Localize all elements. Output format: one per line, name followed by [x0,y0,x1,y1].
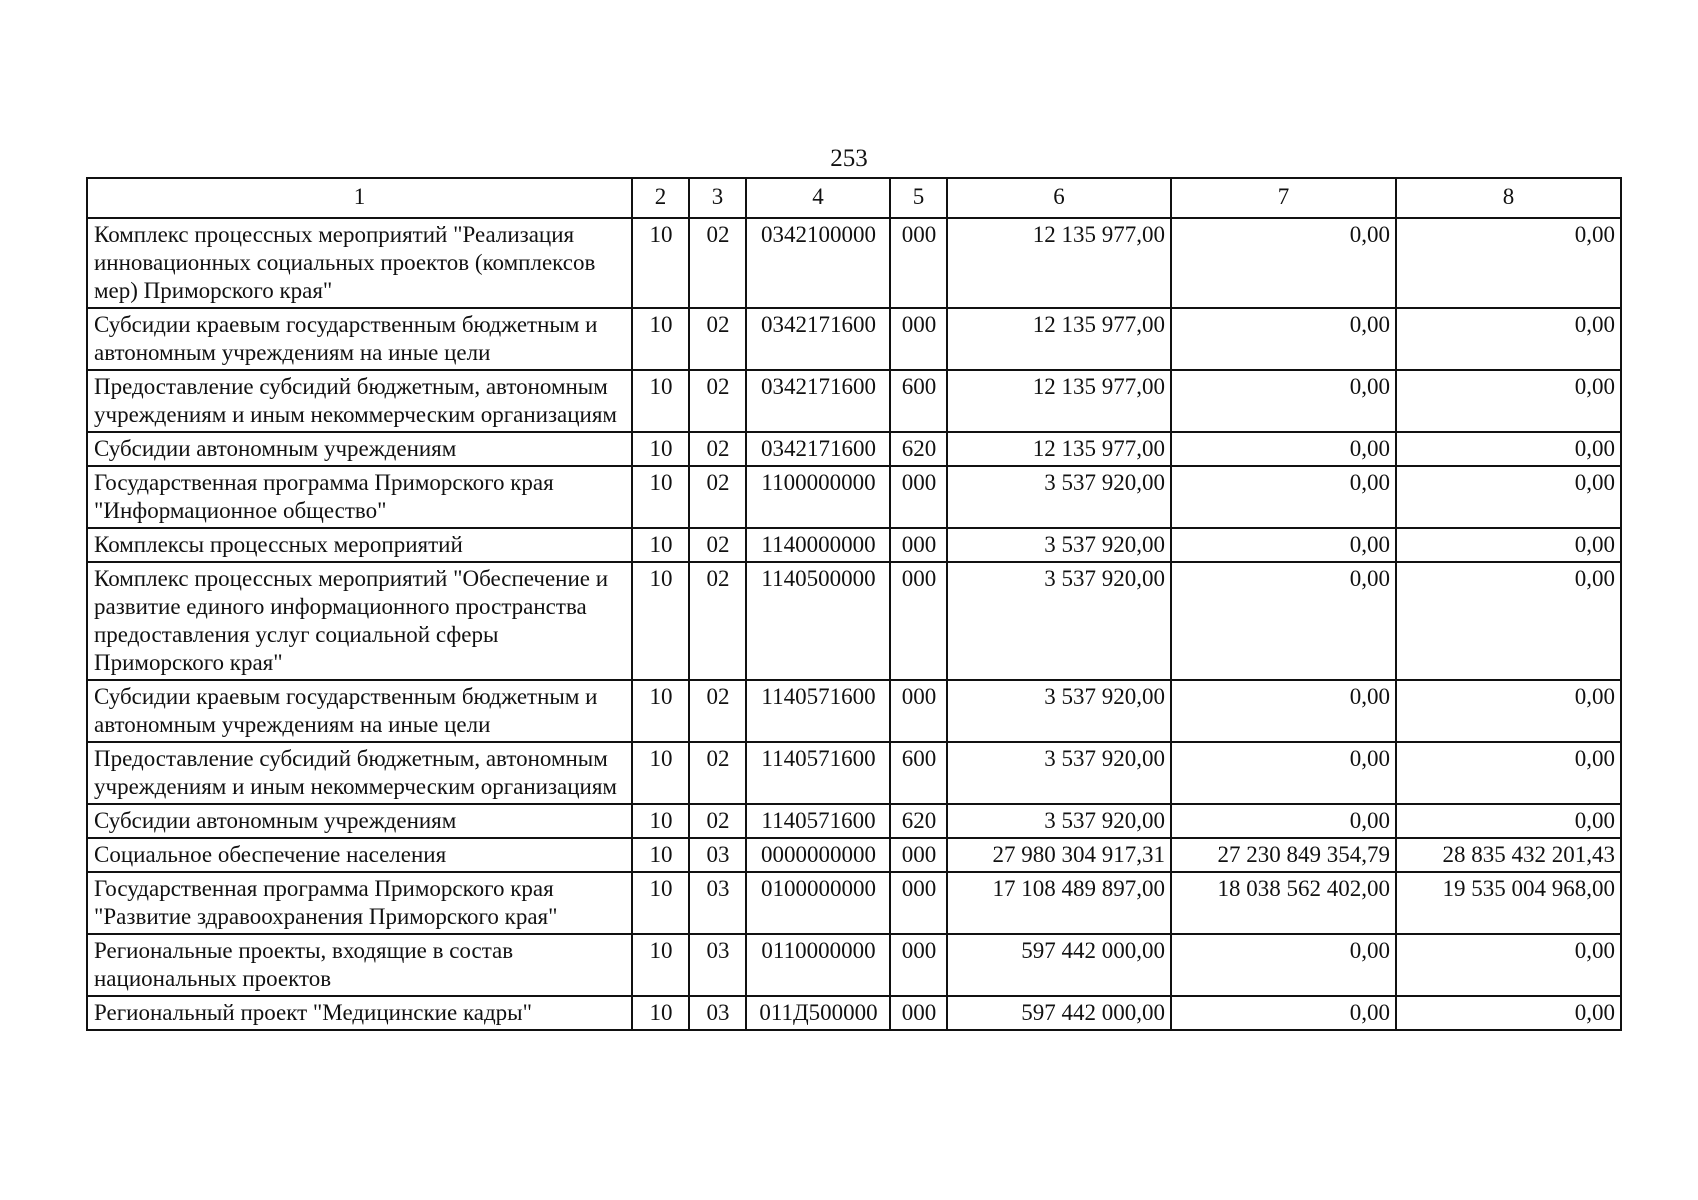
section-code: 10 [632,562,689,680]
section-code: 10 [632,996,689,1030]
row-name: Субсидии краевым государственным бюджетным и автономным учреждениям на иные цели [87,680,632,742]
table-row [87,370,1621,432]
subsection-code: 02 [689,308,746,370]
amount-col-8: 0,00 [1396,218,1621,308]
table-row [87,308,1621,370]
section-code: 10 [632,804,689,838]
amount-col-7: 0,00 [1171,370,1396,432]
expense-type-code: 620 [890,432,947,466]
subsection-code: 03 [689,872,746,934]
section-code: 10 [632,370,689,432]
row-name: Субсидии автономным учреждениям [87,804,632,838]
section-code: 10 [632,872,689,934]
amount-col-8: 28 835 432 201,43 [1396,838,1621,872]
table-row [87,528,1621,562]
table-row [87,432,1621,466]
target-article-code: 0342171600 [746,308,890,370]
row-name: Предоставление субсидий бюджетным, автономным учреждениям и иным некоммерческим организациям [87,742,632,804]
row-name: Комплекс процессных мероприятий "Реализация инновационных социальных проектов (комплексов мер) Приморского края" [87,218,632,308]
header-col-4: 4 [746,178,890,218]
section-code: 10 [632,466,689,528]
amount-col-7: 0,00 [1171,742,1396,804]
target-article-code: 011Д500000 [746,996,890,1030]
expense-type-code: 000 [890,562,947,680]
row-name: Субсидии автономным учреждениям [87,432,632,466]
header-col-2: 2 [632,178,689,218]
expense-type-code: 600 [890,742,947,804]
header-row [87,178,1621,218]
row-name: Государственная программа Приморского края "Развитие здравоохранения Приморского края" [87,872,632,934]
budget-table [86,177,1622,1031]
row-name: Предоставление субсидий бюджетным, автономным учреждениям и иным некоммерческим организациям [87,370,632,432]
target-article-code: 0000000000 [746,838,890,872]
row-name: Региональный проект "Медицинские кадры" [87,996,632,1030]
table-row [87,996,1621,1030]
table-row [87,872,1621,934]
section-code: 10 [632,742,689,804]
subsection-code: 03 [689,996,746,1030]
header-col-3: 3 [689,178,746,218]
row-name: Комплексы процессных мероприятий [87,528,632,562]
expense-type-code: 000 [890,872,947,934]
amount-col-7: 0,00 [1171,528,1396,562]
amount-col-7: 27 230 849 354,79 [1171,838,1396,872]
row-name: Комплекс процессных мероприятий "Обеспечение и развитие единого информационного пространства предоставления услуг социальной сферы Приморского края" [87,562,632,680]
target-article-code: 1140500000 [746,562,890,680]
table-row [87,804,1621,838]
amount-col-8: 0,00 [1396,742,1621,804]
table-body [87,218,1621,1030]
amount-col-6: 12 135 977,00 [947,432,1171,466]
expense-type-code: 000 [890,838,947,872]
table-row [87,466,1621,528]
subsection-code: 02 [689,218,746,308]
header-col-1: 1 [87,178,632,218]
amount-col-7: 0,00 [1171,680,1396,742]
target-article-code: 1140571600 [746,804,890,838]
amount-col-8: 0,00 [1396,528,1621,562]
target-article-code: 1140000000 [746,528,890,562]
amount-col-7: 0,00 [1171,218,1396,308]
amount-col-6: 3 537 920,00 [947,742,1171,804]
table-row [87,562,1621,680]
amount-col-6: 17 108 489 897,00 [947,872,1171,934]
amount-col-6: 3 537 920,00 [947,680,1171,742]
amount-col-6: 3 537 920,00 [947,528,1171,562]
amount-col-8: 0,00 [1396,804,1621,838]
amount-col-8: 0,00 [1396,432,1621,466]
table-header [87,178,1621,218]
target-article-code: 1140571600 [746,742,890,804]
table-row [87,838,1621,872]
row-name: Государственная программа Приморского края "Информационное общество" [87,466,632,528]
table-row [87,218,1621,308]
row-name: Социальное обеспечение населения [87,838,632,872]
target-article-code: 1140571600 [746,680,890,742]
expense-type-code: 000 [890,218,947,308]
subsection-code: 02 [689,370,746,432]
table-row [87,934,1621,996]
target-article-code: 0342100000 [746,218,890,308]
section-code: 10 [632,528,689,562]
subsection-code: 02 [689,804,746,838]
section-code: 10 [632,680,689,742]
amount-col-6: 12 135 977,00 [947,370,1171,432]
section-code: 10 [632,218,689,308]
table-row [87,680,1621,742]
amount-col-7: 0,00 [1171,996,1396,1030]
amount-col-8: 0,00 [1396,680,1621,742]
expense-type-code: 000 [890,934,947,996]
header-col-8: 8 [1396,178,1621,218]
header-col-6: 6 [947,178,1171,218]
subsection-code: 02 [689,432,746,466]
amount-col-8: 0,00 [1396,562,1621,680]
amount-col-8: 0,00 [1396,934,1621,996]
expense-type-code: 600 [890,370,947,432]
amount-col-6: 12 135 977,00 [947,218,1171,308]
subsection-code: 02 [689,466,746,528]
subsection-code: 03 [689,934,746,996]
expense-type-code: 000 [890,528,947,562]
target-article-code: 0110000000 [746,934,890,996]
row-name: Субсидии краевым государственным бюджетным и автономным учреждениям на иные цели [87,308,632,370]
amount-col-6: 597 442 000,00 [947,996,1171,1030]
page-number: 253 [830,145,868,172]
expense-type-code: 000 [890,680,947,742]
amount-col-7: 0,00 [1171,432,1396,466]
expense-type-code: 000 [890,996,947,1030]
target-article-code: 0342171600 [746,370,890,432]
subsection-code: 02 [689,562,746,680]
section-code: 10 [632,432,689,466]
header-col-5: 5 [890,178,947,218]
row-name: Региональные проекты, входящие в состав национальных проектов [87,934,632,996]
amount-col-8: 0,00 [1396,466,1621,528]
amount-col-6: 3 537 920,00 [947,562,1171,680]
amount-col-7: 18 038 562 402,00 [1171,872,1396,934]
subsection-code: 02 [689,742,746,804]
amount-col-7: 0,00 [1171,466,1396,528]
section-code: 10 [632,308,689,370]
subsection-code: 03 [689,838,746,872]
target-article-code: 0342171600 [746,432,890,466]
amount-col-7: 0,00 [1171,804,1396,838]
amount-col-7: 0,00 [1171,934,1396,996]
target-article-code: 0100000000 [746,872,890,934]
section-code: 10 [632,838,689,872]
amount-col-6: 597 442 000,00 [947,934,1171,996]
subsection-code: 02 [689,680,746,742]
amount-col-8: 0,00 [1396,370,1621,432]
subsection-code: 02 [689,528,746,562]
header-col-7: 7 [1171,178,1396,218]
amount-col-7: 0,00 [1171,308,1396,370]
expense-type-code: 620 [890,804,947,838]
amount-col-6: 12 135 977,00 [947,308,1171,370]
section-code: 10 [632,934,689,996]
table-row [87,742,1621,804]
amount-col-8: 0,00 [1396,308,1621,370]
expense-type-code: 000 [890,466,947,528]
amount-col-6: 27 980 304 917,31 [947,838,1171,872]
target-article-code: 1100000000 [746,466,890,528]
expense-type-code: 000 [890,308,947,370]
amount-col-8: 0,00 [1396,996,1621,1030]
amount-col-7: 0,00 [1171,562,1396,680]
amount-col-8: 19 535 004 968,00 [1396,872,1621,934]
amount-col-6: 3 537 920,00 [947,804,1171,838]
amount-col-6: 3 537 920,00 [947,466,1171,528]
